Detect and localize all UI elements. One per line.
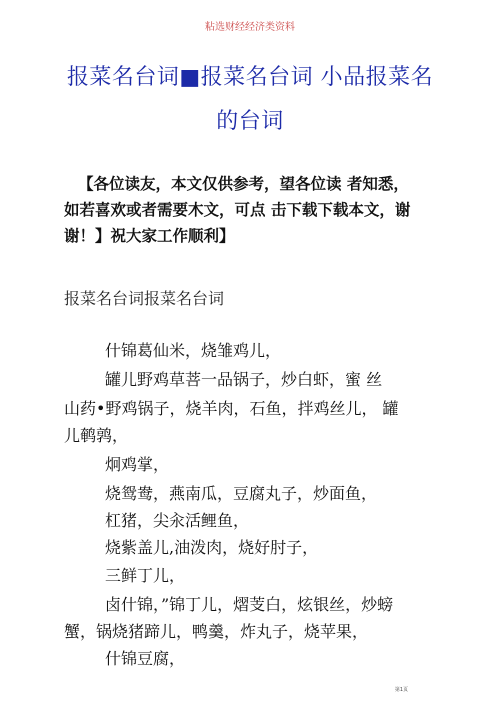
body-line: 儿鹌鹑， [64,426,129,445]
body-line: 炯鸡掌， [105,455,170,474]
reader-notice-line-1: 【各位读友，本文仅供参考，望各位读 者知悉， [78,175,409,193]
page-header: 粘选财经经济类资料 [205,22,295,33]
page-number: 第1页 [394,687,408,693]
body-line: 蟹，锅烧猪蹄儿，鸭羹，炸丸子，烧苹果， [64,622,369,641]
reader-notice-line-3: 谢！】祝大家工作顺利】 [64,227,235,245]
document-title-line-1: 报菜名台词■报菜名台词 小品报菜名 [66,65,434,90]
section-subheading: 报菜名台词报菜名台词 [64,289,225,308]
document-title-line-2: 的台词 [216,109,284,134]
body-line: 烧鸳鸯，燕南瓜，豆腐丸子，炒面鱼， [105,484,378,503]
body-line: 山药•野鸡锅子，烧羊肉，石鱼，拌鸡丝儿， 罐 [64,399,399,418]
body-line: 卤什锦，”锦丁儿，熠芰白，炫银丝，炒螃 [105,595,394,614]
reader-notice-line-2: 如若喜欢或者需要木文，可点 击下载下载本文，谢 [64,201,411,219]
body-line: 杠猪，尖汆活鲤鱼， [105,511,250,530]
body-line: 什锦葛仙米，烧雏鸡儿， [105,341,282,360]
body-line: 罐儿野鸡草菩一品锅子，炒白虾，蜜 丝 [105,370,383,389]
body-line: 烧紫盖儿,油泼肉，烧好肘子， [105,538,319,557]
body-line: 三鲜丁儿， [105,566,186,585]
body-line: 什锦豆腐， [105,649,186,668]
